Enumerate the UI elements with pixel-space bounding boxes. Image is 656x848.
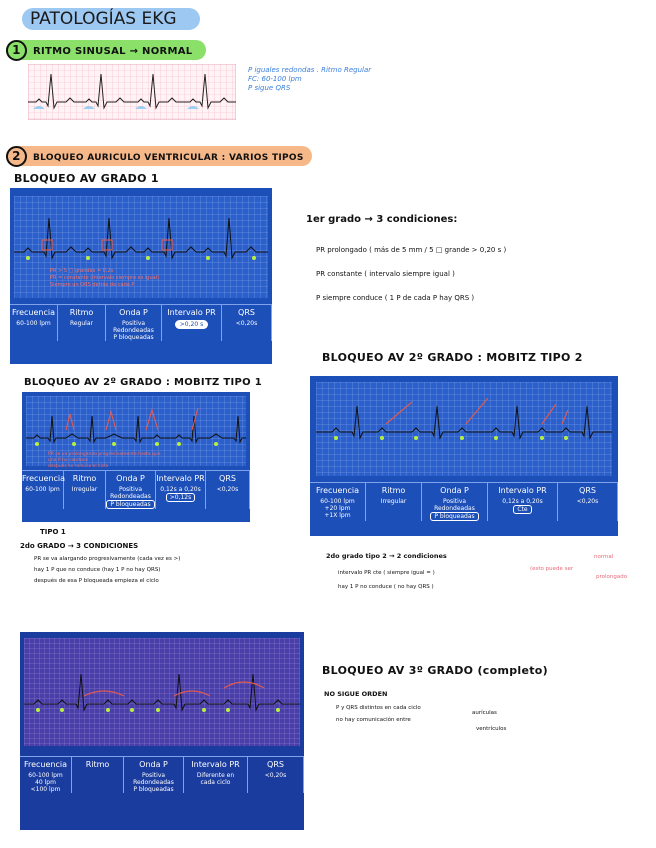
mobitz2-heading: BLOQUEO AV 2º GRADO : MOBITZ TIPO 2 bbox=[322, 351, 583, 364]
pr-highlight: >0,20 s bbox=[175, 320, 208, 329]
sinus-rhythm-ecg bbox=[28, 64, 236, 120]
table-header: Onda P bbox=[422, 483, 488, 495]
mobitz1-table bbox=[22, 470, 250, 509]
mobitz2-side-note: (esto puede ser bbox=[530, 566, 574, 572]
table-cell bbox=[106, 317, 162, 341]
table-cell bbox=[20, 769, 72, 793]
cell-line: 60-100 lpm bbox=[28, 772, 63, 779]
cell-line: Redondeadas bbox=[110, 493, 151, 500]
table-cell: Irregular bbox=[366, 495, 422, 521]
table-header: Ritmo bbox=[366, 483, 422, 495]
table-header: Frecuencia bbox=[20, 757, 72, 769]
table-cell bbox=[422, 495, 488, 521]
section1-number: 1 bbox=[6, 40, 27, 61]
note-line: P iguales redondas . Ritmo Regular bbox=[248, 66, 372, 74]
table-header: QRS bbox=[248, 757, 304, 769]
grado3-heading: BLOQUEO AV 3º GRADO (completo) bbox=[322, 664, 548, 677]
explanation-line: P siempre conduce ( 1 P de cada P hay QRS ) bbox=[316, 294, 475, 302]
mobitz1-strip-notes bbox=[48, 452, 161, 470]
table-header: Onda P bbox=[124, 757, 184, 769]
mobitz2-explanation bbox=[338, 566, 528, 594]
mobitz2-side-option-prolongado: prolongado bbox=[596, 574, 628, 580]
section1-heading bbox=[6, 40, 192, 60]
mobitz1-heading: BLOQUEO AV 2º GRADO : MOBITZ TIPO 1 bbox=[24, 377, 263, 388]
table-cell bbox=[106, 483, 156, 509]
cell-line: Redondeadas bbox=[133, 779, 174, 786]
grado1-strip-notes bbox=[50, 268, 159, 289]
grado3-table bbox=[20, 756, 304, 793]
explanation-line: hay 1 P no conduce ( no hay QRS ) bbox=[338, 584, 434, 590]
mobitz2-table bbox=[310, 482, 618, 521]
explanation-line: PR constante ( intervalo siempre igual ) bbox=[316, 270, 455, 278]
note-line: PR > 5 □ grandes = 0,2s bbox=[50, 268, 114, 274]
table-cell: <0,20s bbox=[206, 483, 250, 509]
mobitz1-explanation bbox=[34, 554, 294, 587]
cell-line: +1X lpm bbox=[324, 512, 351, 519]
grado3-explanation bbox=[336, 702, 466, 726]
explanation-line: después de esa P bloqueada empieza el ciclo bbox=[34, 578, 159, 584]
grado3-option-ventriculos: ventrículos bbox=[476, 726, 507, 732]
note-line: PR se va prolongando progresivamente hasta que bbox=[48, 452, 161, 457]
table-cell bbox=[124, 769, 184, 793]
pr-extra: Cte bbox=[513, 505, 531, 514]
table-header: Ritmo bbox=[64, 471, 106, 483]
cell-line: +20 lpm bbox=[324, 505, 351, 512]
mobitz1-explanation-tipo: TIPO 1 bbox=[40, 528, 66, 536]
table-cell: <0,20s bbox=[248, 769, 304, 793]
table-cell bbox=[162, 317, 222, 341]
cell-line: P bloqueadas bbox=[113, 334, 154, 341]
table-header: Frecuencia bbox=[310, 483, 366, 495]
section2-title: BLOQUEO AURICULO VENTRICULAR : VARIOS TIPOS bbox=[33, 153, 304, 163]
section1-notes bbox=[248, 66, 418, 93]
table-header: Intervalo PR bbox=[184, 757, 248, 769]
cell-line: Positiva bbox=[141, 772, 166, 779]
table-cell: <0,20s bbox=[222, 317, 272, 341]
explanation-line: PR prolongado ( más de 5 mm / 5 □ grande > 0,20 s ) bbox=[316, 246, 507, 254]
section2-heading bbox=[6, 146, 304, 166]
mobitz2-explanation-title: 2do grado tipo 2 → 2 condiciones bbox=[326, 552, 447, 560]
cell-line: Diferente en bbox=[196, 772, 235, 779]
explanation-line: PR se va alargando progresivamente (cada vez es >) bbox=[34, 556, 181, 562]
table-cell bbox=[310, 495, 366, 521]
cell-line: Positiva bbox=[121, 320, 146, 327]
cell-line: Positiva bbox=[118, 486, 143, 493]
table-cell: Irregular bbox=[64, 483, 106, 509]
table-header: Intervalo PR bbox=[162, 305, 222, 317]
table-header: QRS bbox=[558, 483, 618, 495]
table-header: QRS bbox=[206, 471, 250, 483]
explanation-line: P y QRS distintos en cada ciclo bbox=[336, 705, 421, 711]
table-header: Onda P bbox=[106, 305, 162, 317]
cell-line: 0,12s a 0,20s bbox=[502, 498, 543, 505]
grado1-heading: BLOQUEO AV GRADO 1 bbox=[14, 172, 159, 185]
grado3-ecg bbox=[24, 638, 300, 746]
explanation-line: no hay comunicación entre bbox=[336, 717, 411, 723]
grado3-option-auriculas: aurículas bbox=[472, 710, 497, 716]
table-cell: <0,20s bbox=[558, 495, 618, 521]
cell-line: P bloqueadas bbox=[106, 500, 154, 509]
note-line: una P no conduce bbox=[48, 458, 89, 463]
table-cell bbox=[156, 483, 206, 509]
cell-line: Redondeadas bbox=[113, 327, 154, 334]
table-header: Frecuencia bbox=[10, 305, 58, 317]
mobitz1-explanation-title: 2do GRADO → 3 CONDICIONES bbox=[20, 542, 139, 550]
note-line: P sigue QRS bbox=[248, 84, 291, 92]
cell-line: Redondeadas bbox=[434, 505, 475, 512]
cell-line: 40 lpm bbox=[35, 779, 56, 786]
cell-line: 60-100 lpm bbox=[320, 498, 355, 505]
table-header: Frecuencia bbox=[22, 471, 64, 483]
table-header: Intervalo PR bbox=[156, 471, 206, 483]
note-line: FC: 60-100 lpm bbox=[248, 75, 302, 83]
table-header: QRS bbox=[222, 305, 272, 317]
cell-line: Positiva bbox=[442, 498, 467, 505]
table-cell bbox=[184, 769, 248, 793]
section2-number: 2 bbox=[6, 146, 27, 167]
table-cell bbox=[488, 495, 558, 521]
cell-line: P bloqueadas bbox=[430, 512, 478, 521]
table-cell: 60-100 lpm bbox=[10, 317, 58, 341]
mobitz2-side-option-normal: normal bbox=[594, 554, 614, 560]
explanation-line: intervalo PR cte ( siempre igual = ) bbox=[338, 570, 435, 576]
explanation-line: hay 1 P que no conduce (hay 1 P no hay QRS) bbox=[34, 567, 161, 573]
section1-title: RITMO SINUSAL → NORMAL bbox=[33, 46, 193, 57]
grado1-table bbox=[10, 304, 272, 341]
page-title: PATOLOGÍAS EKG bbox=[22, 8, 200, 30]
note-line: Siempre un QRS detrás de cada P bbox=[50, 282, 135, 288]
pr-extra: >0,12s bbox=[166, 493, 196, 502]
cell-line: <100 lpm bbox=[30, 786, 61, 793]
grado3-subheading: NO SIGUE ORDEN bbox=[324, 690, 388, 698]
table-header: Intervalo PR bbox=[488, 483, 558, 495]
table-header: Onda P bbox=[106, 471, 156, 483]
cell-line: P bloqueadas bbox=[133, 786, 174, 793]
table-header: Ritmo bbox=[72, 757, 124, 769]
table-cell: 60-100 lpm bbox=[22, 483, 64, 509]
table-cell: Regular bbox=[58, 317, 106, 341]
table-header: Ritmo bbox=[58, 305, 106, 317]
grado1-explanation-title: 1er grado → 3 condiciones: bbox=[306, 214, 458, 225]
note-line: PR = constante (intervalo siempre es igual) bbox=[50, 275, 160, 281]
note-line: después se reinicia el ciclo bbox=[48, 464, 109, 469]
grado1-explanation bbox=[316, 238, 596, 310]
cell-line: 0,12s a 0,20s bbox=[160, 486, 201, 493]
table-cell bbox=[72, 769, 124, 793]
mobitz2-ecg bbox=[316, 382, 612, 476]
cell-line: cada ciclo bbox=[200, 779, 231, 786]
